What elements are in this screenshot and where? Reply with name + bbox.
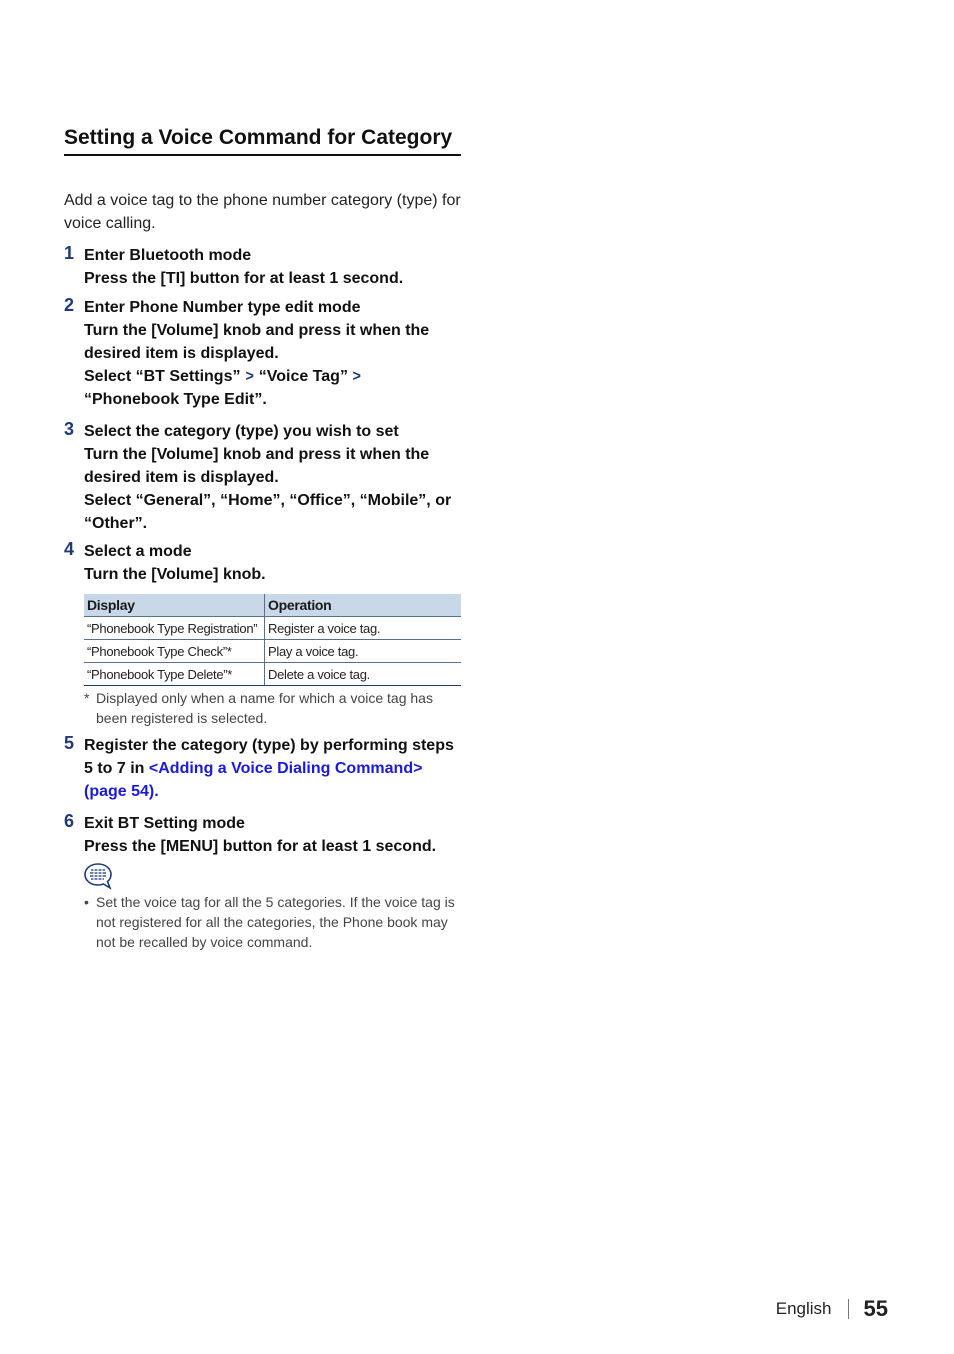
table-cell-operation: Play a voice tag. bbox=[265, 640, 462, 663]
footnote-mark: * bbox=[84, 690, 90, 706]
step-number: 3 bbox=[64, 419, 75, 439]
step-1 bbox=[64, 244, 461, 290]
chevron-right-icon: > bbox=[245, 368, 254, 385]
table-cell-display: “Phonebook Type Registration” bbox=[84, 617, 265, 640]
step-heading: Exit BT Setting mode bbox=[84, 815, 245, 832]
section-intro: Add a voice tag to the phone number category (type) for voice calling. bbox=[64, 192, 461, 232]
table-row bbox=[84, 617, 461, 640]
step-heading: Select a mode bbox=[84, 543, 192, 560]
step-5 bbox=[64, 734, 461, 803]
select-prefix: Select “BT Settings” bbox=[84, 368, 241, 385]
step-instruction: Select “General”, “Home”, “Office”, “Mobile”, or “Other”. bbox=[84, 492, 452, 532]
table-cell-display: “Phonebook Type Delete”* bbox=[84, 663, 265, 686]
step-number: 4 bbox=[64, 539, 75, 559]
step-heading: Enter Phone Number type edit mode bbox=[84, 299, 361, 316]
step-number: 5 bbox=[64, 733, 75, 753]
page-footer bbox=[776, 1294, 888, 1324]
step-number: 2 bbox=[64, 295, 75, 315]
table-cell-display: “Phonebook Type Check”* bbox=[84, 640, 265, 663]
step-instruction: Turn the [Volume] knob and press it when the desired item is displayed. bbox=[84, 322, 430, 362]
step-text-end: . bbox=[154, 783, 159, 800]
table-cell-operation: Register a voice tag. bbox=[265, 617, 462, 640]
step-heading: Enter Bluetooth mode bbox=[84, 247, 252, 264]
select-end: “Phonebook Type Edit”. bbox=[84, 391, 267, 408]
table-row bbox=[84, 640, 461, 663]
footer-language: English bbox=[775, 1299, 832, 1318]
footer-divider bbox=[848, 1299, 849, 1319]
step-number: 6 bbox=[64, 811, 75, 831]
step-number: 1 bbox=[64, 243, 75, 263]
table-footnote bbox=[84, 688, 461, 728]
step-select-path bbox=[84, 365, 461, 411]
section-title: Setting a Voice Command for Category bbox=[64, 124, 461, 156]
note bbox=[84, 892, 461, 952]
table-cell-operation: Delete a voice tag. bbox=[265, 663, 462, 686]
table-header-display: Display bbox=[84, 594, 265, 617]
step-3 bbox=[64, 420, 461, 535]
table-header-operation: Operation bbox=[265, 594, 462, 617]
note-text: Set the voice tag for all the 5 categories. If the voice tag is not registered for all the categories, the Phone book may not be recalled by voice command. bbox=[96, 894, 455, 950]
step-instruction: Turn the [Volume] knob. bbox=[84, 566, 266, 583]
step-text: Register the category (type) by performing steps 5 to 7 in bbox=[84, 737, 454, 777]
step-instruction: Press the [MENU] button for at least 1 second. bbox=[84, 838, 437, 855]
note-bullet: • bbox=[84, 894, 89, 910]
step-6 bbox=[64, 812, 461, 858]
mode-table bbox=[84, 594, 461, 686]
step-2 bbox=[64, 296, 461, 411]
page-number: 55 bbox=[863, 1296, 888, 1321]
page-reference-link[interactable]: <Adding a Voice Dialing Command> (page 54) bbox=[84, 760, 423, 800]
step-instruction: Turn the [Volume] knob and press it when the desired item is displayed. bbox=[84, 446, 430, 486]
note-icon bbox=[84, 862, 114, 890]
footnote-text: Displayed only when a name for which a voice tag has been registered is selected. bbox=[96, 690, 433, 726]
chevron-right-icon: > bbox=[352, 368, 362, 385]
table-header-row bbox=[84, 594, 461, 617]
step-heading: Select the category (type) you wish to set bbox=[84, 423, 399, 440]
select-mid: “Voice Tag” bbox=[258, 368, 348, 385]
step-instruction: Press the [TI] button for at least 1 second. bbox=[84, 270, 404, 287]
step-4 bbox=[64, 540, 461, 586]
table-row bbox=[84, 663, 461, 686]
